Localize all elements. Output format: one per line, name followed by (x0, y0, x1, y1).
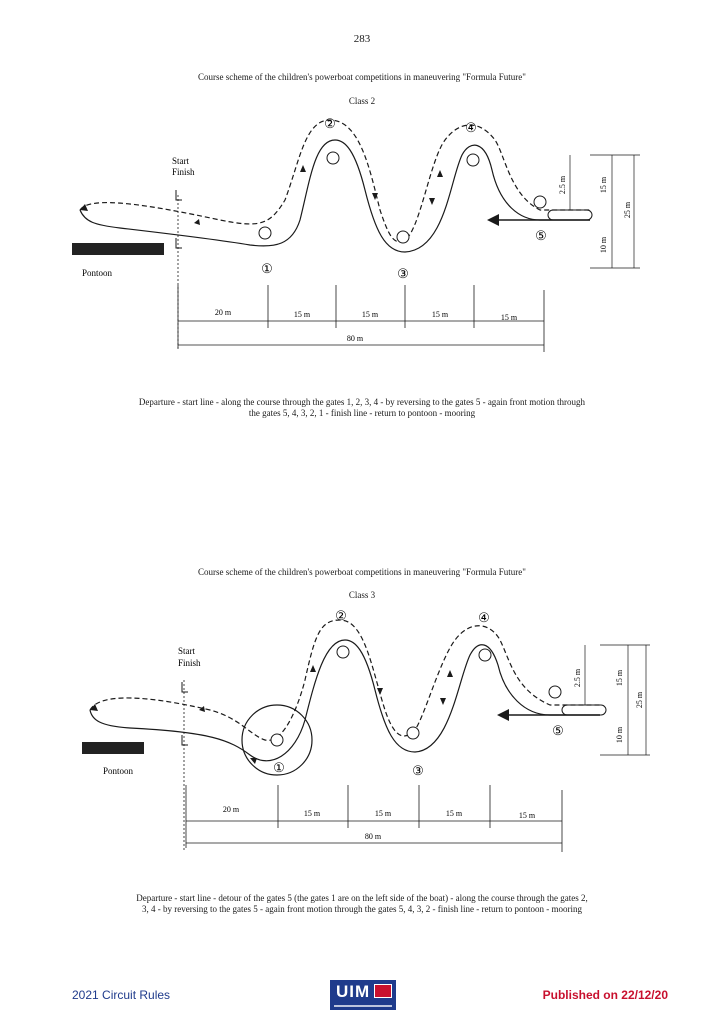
gate-1-label: ① (261, 261, 273, 276)
gate-1-buoy (259, 227, 271, 239)
gate-2-buoy (337, 646, 349, 658)
uim-logo (330, 980, 396, 1010)
dim-label-15m: 15 m (599, 176, 608, 194)
pontoon-label: Pontoon (103, 766, 134, 776)
total-label: 80 m (346, 334, 364, 343)
page-number: 283 (353, 33, 371, 45)
dim-label-10m: 10 m (599, 236, 608, 254)
diagram-2-caption-line-1: Departure - start line - detour of the gates 5 (the gates 1 are on the left side of the boat) - along the course through the gates 2, (136, 893, 588, 903)
course-diagram-class-2 (0, 110, 724, 370)
start-buoys (176, 190, 182, 248)
segment-label-4: 15 m (445, 809, 463, 818)
direction-arrow-start (199, 706, 205, 712)
direction-arrow-up-1 (300, 165, 306, 172)
direction-arrow-down-2 (440, 698, 446, 705)
uim-logo-subline (334, 1005, 392, 1007)
segment-label-4: 15 m (431, 310, 449, 319)
gate-2-label: ② (324, 116, 336, 131)
diagram-2-title: Course scheme of the children's powerboat competitions in maneuvering "Formula Future" (198, 567, 526, 577)
diagram-1-caption-line-2: the gates 5, 4, 3, 2, 1 - finish line - return to pontoon - mooring (248, 408, 476, 418)
gate-2-buoy (327, 152, 339, 164)
diagram-1-caption (60, 397, 664, 419)
segment-label-1: 20 m (214, 308, 232, 317)
direction-arrow-start (194, 219, 200, 225)
segment-label-3: 15 m (374, 809, 392, 818)
segment-label-3: 15 m (361, 310, 379, 319)
uim-logo-text: UIM (336, 982, 371, 1001)
diagram-2-class-label: Class 3 (348, 590, 376, 600)
footer-published-date: Published on 22/12/20 (542, 988, 668, 1002)
start-buoys (182, 682, 188, 745)
diagram-2-caption-line-2: 3, 4 - by reversing to the gates 5 - again front motion through the gates 5, 4, 3, 2 - finish line - return to pontoon - mooring (142, 904, 582, 914)
gate-5-channel (562, 705, 606, 715)
diagram-1-class-label: Class 2 (348, 96, 376, 106)
finish-label: Finish (178, 658, 201, 668)
dim-label-2-5m: 2.5 m (573, 668, 582, 688)
gate-5-buoy (549, 686, 561, 698)
uim-flag-icon (374, 984, 392, 998)
finish-label: Finish (172, 167, 195, 177)
dim-label-10m: 10 m (615, 726, 624, 744)
gate-2-label: ② (335, 608, 347, 623)
total-label: 80 m (364, 832, 382, 841)
dim-label-25m: 25 m (623, 201, 632, 219)
dim-label-2-5m: 2.5 m (558, 175, 567, 195)
direction-arrow-up-2 (437, 170, 443, 177)
gate-4-label: ④ (465, 120, 477, 135)
gate-4-label: ④ (478, 610, 490, 625)
direction-arrow-down-2 (429, 198, 435, 205)
gate-4-buoy (479, 649, 491, 661)
segment-label-5: 15 m (518, 811, 536, 820)
gate-3-label: ③ (412, 763, 424, 778)
dim-label-25m: 25 m (635, 691, 644, 709)
direction-arrow-up-2 (447, 670, 453, 677)
outbound-dashed-path (80, 120, 590, 242)
segment-label-2: 15 m (293, 310, 311, 319)
horizontal-dim-ticks (186, 785, 562, 852)
segment-label-2: 15 m (303, 809, 321, 818)
course-diagram-class-2-svg (0, 110, 724, 370)
gate-5-buoy (534, 196, 546, 208)
pontoon-label: Pontoon (82, 268, 113, 278)
gate-3-buoy (407, 727, 419, 739)
direction-arrow-up-1 (310, 665, 316, 672)
diagram-2-caption (60, 893, 664, 915)
pontoon-block (72, 243, 164, 255)
gate-3-label: ③ (397, 266, 409, 281)
course-diagram-class-3-svg (0, 600, 724, 870)
footer-circuit-rules: 2021 Circuit Rules (72, 988, 171, 1002)
gate-5-channel (548, 210, 592, 220)
course-diagram-class-3 (0, 600, 724, 870)
gate-3-buoy (397, 231, 409, 243)
diagram-1-title: Course scheme of the children's powerboat competitions in maneuvering "Formula Future" (198, 72, 526, 82)
pontoon-block (82, 742, 144, 754)
segment-label-5: 15 m (500, 313, 518, 322)
segment-label-1: 20 m (222, 805, 240, 814)
start-label: Start (172, 156, 189, 166)
diagram-1-caption-line-1: Departure - start line - along the course through the gates 1, 2, 3, 4 - by reversing to the gates 5 - again front motion through (138, 397, 586, 407)
gate-5-label: ⑤ (535, 228, 547, 243)
direction-arrow-down-1 (377, 688, 383, 695)
dim-label-15m: 15 m (615, 669, 624, 687)
start-label: Start (178, 646, 195, 656)
gate-4-buoy (467, 154, 479, 166)
gate-5-label: ⑤ (552, 723, 564, 738)
outbound-dashed-path (90, 620, 600, 740)
gate-1-label: ① (273, 760, 285, 775)
gate-1-buoy (271, 734, 283, 746)
